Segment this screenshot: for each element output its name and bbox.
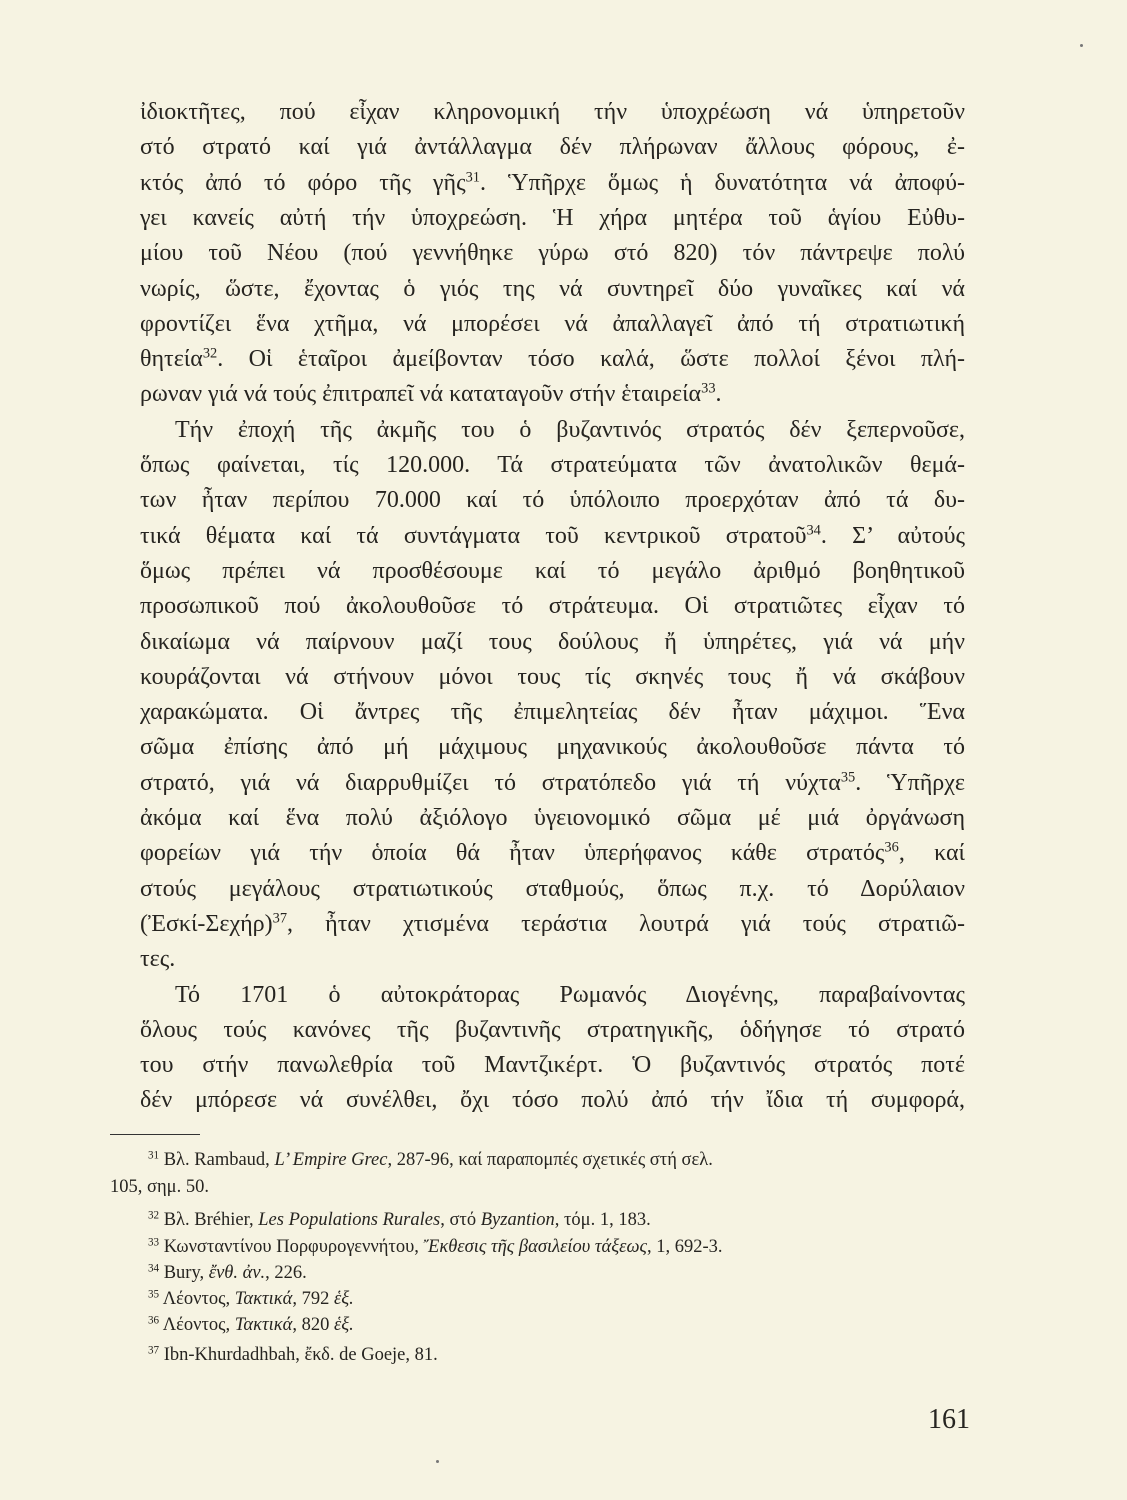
- footnote-ref: 37: [272, 910, 288, 927]
- text-line: [140, 909, 965, 939]
- footnote-separator: [110, 1134, 200, 1135]
- text-line: [140, 697, 965, 727]
- text-run: (Ἐσκί-Σεχήρ): [140, 910, 273, 937]
- italic-text: ἑξ.: [333, 1315, 354, 1335]
- text-line: [140, 732, 965, 762]
- footnote: [148, 1235, 723, 1259]
- text-line: [140, 1015, 965, 1045]
- text-run: Ibn-Khurdadhbah, ἔκδ. de Goeje, 81.: [159, 1345, 438, 1365]
- italic-text: Les Populations Rurales: [258, 1210, 441, 1230]
- text-line: [140, 168, 965, 198]
- text-line: [140, 874, 965, 904]
- text-line: [140, 238, 965, 268]
- text-line: [140, 132, 965, 162]
- page-number: 161: [928, 1404, 970, 1435]
- italic-text: Byzantion: [480, 1210, 555, 1230]
- text-run: των ἦταν περίπου 70.000 καί τό ὑπόλοιπο προερχόταν ἀπό τά δυ-: [140, 487, 965, 514]
- text-line: [140, 521, 965, 551]
- text-run: νωρίς, ὥστε, ἔχοντας ὁ γιός της νά συντηρεῖ δύο γυναῖκες καί νά: [140, 275, 965, 302]
- text-run: Κωνσταντίνου Πορφυρογεννήτου,: [159, 1237, 424, 1257]
- footnote: [148, 1261, 307, 1285]
- text-run: .: [715, 381, 722, 408]
- text-line: [140, 203, 965, 233]
- text-line: [140, 803, 965, 833]
- text-run: , καί: [898, 840, 965, 867]
- text-run: φροντίζει ἕνα χτῆμα, νά μπορέσει νά ἀπαλλαγεῖ ἀπό τή στρατιωτική: [140, 310, 965, 337]
- text-line: [140, 1085, 965, 1115]
- italic-text: ἔνθ. ἀν.: [208, 1263, 266, 1283]
- text-line: [140, 274, 965, 304]
- footnote-ref: 32: [148, 1209, 160, 1222]
- italic-text: Τακτικά: [234, 1289, 293, 1309]
- text-run: Τό 1701 ὁ αὐτοκράτορας Ρωμανός Διογένης, παραβαίνοντας: [175, 981, 965, 1008]
- text-line: [140, 838, 965, 868]
- footnote: [148, 1313, 354, 1337]
- footnote-ref: 31: [148, 1149, 160, 1162]
- text-run: μίου τοῦ Νέου (πού γεννήθηκε γύρω στό 820) τόν πάντρεψε πολύ: [140, 240, 965, 267]
- text-run: χαρακώματα. Οἱ ἄντρες τῆς ἐπιμελητείας δέν ἦταν μάχιμοι. Ἕνα: [140, 699, 965, 726]
- text-run: , 820: [292, 1315, 334, 1335]
- text-line: [140, 309, 965, 339]
- text-line: [140, 944, 965, 974]
- footnote: [148, 1343, 438, 1367]
- text-run: , 1, 692-3.: [647, 1237, 723, 1257]
- text-run: στό στρατό καί γιά ἀντάλλαγμα δέν πλήρωναν ἄλλους φόρους, ἐ-: [140, 134, 965, 161]
- text-run: ὅπως φαίνεται, τίς 120.000. Τά στρατεύματα τῶν ἀνατολικῶν θεμά-: [140, 452, 965, 478]
- text-run: δικαίωμα νά παίρνουν μαζί τους δούλους ἤ ὑπηρέτες, γιά νά μήν: [140, 628, 965, 655]
- text-run: Τήν ἐποχή τῆς ἀκμῆς του ὁ βυζαντινός στρατός δέν ξεπερνοῦσε,: [175, 416, 965, 443]
- text-line: [140, 662, 965, 692]
- text-line: [140, 485, 965, 515]
- text-run: ὅλους τούς κανόνες τῆς βυζαντινῆς στρατηγικῆς, ὁδήγησε τό στρατό: [140, 1016, 965, 1043]
- footnote-ref: 31: [465, 168, 480, 185]
- text-run: ἀκόμα καί ἕνα πολύ ἀξιόλογο ὑγειονομικό σῶμα μέ μιά ὀργάνωση: [140, 805, 965, 831]
- text-run: . Ὑπῆρχε: [855, 769, 966, 796]
- text-line: [140, 379, 965, 409]
- footnote-ref: 34: [806, 521, 821, 538]
- footnote: [148, 1287, 354, 1311]
- text-run: στρατό, γιά νά διαρρυθμίζει τό στρατόπεδο γιά τή νύχτα: [140, 769, 841, 796]
- text-run: , 287-96, καί παραπομπές σχετικές στή σελ.: [387, 1150, 713, 1170]
- italic-text: Ἔκθεσις τῆς βασιλείου τάξεως: [423, 1237, 648, 1257]
- text-line: [140, 1050, 965, 1080]
- text-run: Λέοντος,: [159, 1315, 235, 1335]
- scan-speck: [436, 1460, 439, 1463]
- text-line: [140, 344, 965, 374]
- italic-text: ἑξ.: [333, 1289, 354, 1309]
- footnote-ref: 33: [148, 1236, 160, 1249]
- scan-speck: [1080, 44, 1083, 47]
- text-line: [140, 556, 965, 586]
- text-run: . Οἱ ἑταῖροι ἀμείβονταν τόσο καλά, ὥστε πολλοί ξένοι πλή-: [217, 346, 965, 373]
- text-line: [175, 415, 965, 445]
- text-run: , στό: [440, 1210, 481, 1230]
- text-run: 105, σημ. 50.: [110, 1177, 209, 1197]
- italic-text: L’ Empire Grec: [274, 1150, 388, 1170]
- text-line: [140, 768, 965, 798]
- text-run: θητεία: [140, 346, 203, 373]
- footnote: [148, 1148, 713, 1172]
- text-run: , 226.: [265, 1263, 307, 1283]
- text-line: [140, 97, 965, 127]
- footnote-ref: 33: [701, 380, 716, 397]
- text-line: [140, 627, 965, 657]
- italic-text: Τακτικά: [234, 1315, 293, 1335]
- text-run: Bury,: [159, 1263, 209, 1283]
- text-run: ὅμως πρέπει νά προσθέσουμε καί τό μεγάλο ἀριθμό βοηθητικοῦ: [140, 557, 965, 584]
- text-run: τες.: [140, 946, 176, 973]
- text-run: Λέοντος,: [159, 1289, 235, 1309]
- footnote: [148, 1208, 651, 1232]
- text-run: . Σ’ αὐτούς: [820, 522, 965, 549]
- footnote-ref: 32: [202, 345, 218, 362]
- text-run: κτός ἀπό τό φόρο τῆς γῆς: [140, 169, 466, 196]
- text-line: [140, 591, 965, 621]
- footnote-ref: 34: [148, 1262, 160, 1275]
- footnote-ref: 35: [840, 769, 856, 786]
- text-run: φορείων γιά τήν ὁποία θά ἦταν ὑπερήφανος κάθε στρατός: [140, 840, 885, 867]
- footnote-ref: 36: [148, 1314, 160, 1327]
- text-run: Βλ. Bréhier,: [159, 1210, 259, 1230]
- footnote-ref: 35: [148, 1288, 160, 1301]
- text-run: του στήν πανωλεθρία τοῦ Μαντζικέρτ. Ὁ βυζαντινός στρατός ποτέ: [140, 1052, 965, 1079]
- text-line: [140, 450, 965, 480]
- text-run: γει κανείς αὐτή τήν ὑποχρεώση. Ἡ χήρα μητέρα τοῦ ἁγίου Εὐθυ-: [140, 204, 965, 231]
- text-run: σῶμα ἐπίσης ἀπό μή μάχιμους μηχανικούς ἀκολουθοῦσε πάντα τό: [140, 734, 965, 761]
- text-run: Βλ. Rambaud,: [159, 1150, 275, 1170]
- text-run: ἰδιοκτῆτες, πού εἶχαν κληρονομική τήν ὑποχρέωση νά ὑπηρετοῦν: [140, 99, 965, 125]
- text-run: , ἦταν χτισμένα τεράστια λουτρά γιά τούς στρατιῶ-: [287, 910, 965, 937]
- text-run: δέν μπόρεσε νά συνέλθει, ὄχι τόσο πολύ ἀπό τήν ἴδια τή συμφορά,: [140, 1087, 965, 1114]
- footnote: [110, 1175, 209, 1199]
- text-run: ρωναν γιά νά τούς ἐπιτραπεῖ νά καταταγοῦν στήν ἑταιρεία: [140, 381, 702, 408]
- text-run: , 792: [292, 1289, 334, 1309]
- footnote-ref: 37: [148, 1344, 160, 1357]
- text-run: προσωπικοῦ πού ἀκολουθοῦσε τό στράτευμα. Οἱ στρατιῶτες εἶχαν τό: [140, 593, 965, 620]
- footnote-ref: 36: [884, 839, 899, 856]
- text-run: , τόμ. 1, 183.: [554, 1210, 651, 1230]
- text-line: [175, 980, 965, 1010]
- text-run: κουράζονται νά στήνουν μόνοι τους τίς σκηνές τους ἤ νά σκάβουν: [140, 663, 965, 690]
- text-run: τικά θέματα καί τά συντάγματα τοῦ κεντρικοῦ στρατοῦ: [140, 522, 807, 549]
- text-run: στούς μεγάλους στρατιωτικούς σταθμούς, ὅπως π.χ. τό Δορύλαιον: [140, 875, 965, 902]
- text-run: . Ὑπῆρχε ὅμως ἡ δυνατότητα νά ἀποφύ-: [479, 169, 966, 196]
